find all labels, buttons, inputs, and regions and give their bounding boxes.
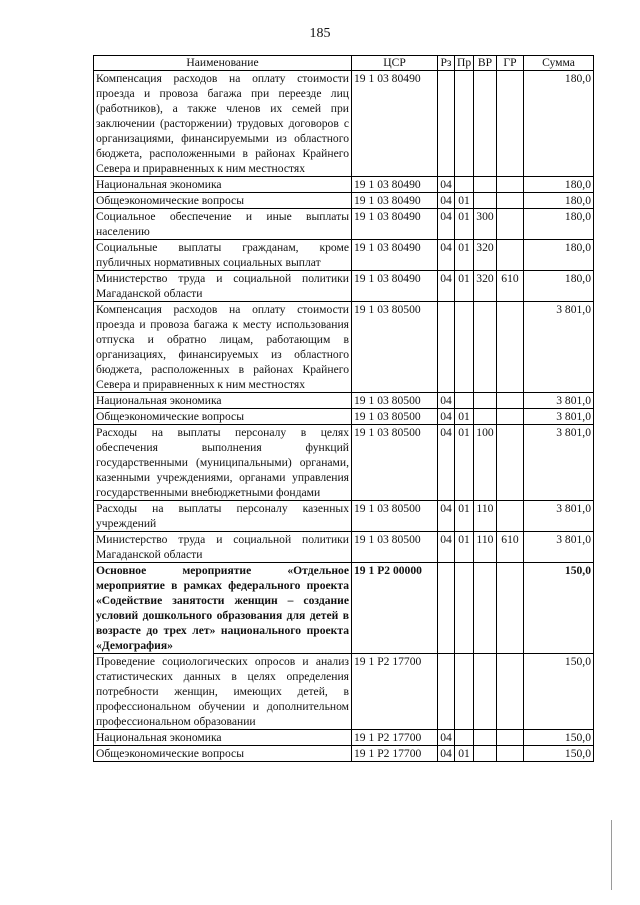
row-rz-cell: 04	[438, 393, 455, 409]
table-row	[94, 393, 594, 409]
row-csr-cell: 19 1 03 80500	[352, 409, 438, 425]
row-gr-cell	[497, 193, 524, 209]
row-sum-cell: 3 801,0	[524, 501, 594, 532]
header-sum: Сумма	[524, 56, 594, 71]
row-csr-cell: 19 1 P2 17700	[352, 654, 438, 730]
row-rz-cell: 04	[438, 730, 455, 746]
row-rz-cell: 04	[438, 425, 455, 501]
row-pr-cell	[455, 302, 474, 393]
row-gr-cell	[497, 71, 524, 177]
row-vr-cell	[474, 746, 497, 762]
row-pr-cell: 01	[455, 425, 474, 501]
row-vr-cell: 320	[474, 271, 497, 302]
row-gr-cell	[497, 409, 524, 425]
row-name-cell: Общеэкономические вопросы	[94, 193, 352, 209]
table-row	[94, 501, 594, 532]
row-csr-cell: 19 1 03 80500	[352, 302, 438, 393]
table-row	[94, 271, 594, 302]
row-gr-cell: 610	[497, 271, 524, 302]
row-gr-cell	[497, 563, 524, 654]
header-rz: Рз	[438, 56, 455, 71]
row-gr-cell	[497, 302, 524, 393]
row-sum-cell: 180,0	[524, 271, 594, 302]
row-csr-cell: 19 1 03 80490	[352, 209, 438, 240]
row-name-cell: Национальная экономика	[94, 730, 352, 746]
row-gr-cell	[497, 654, 524, 730]
row-sum-cell: 180,0	[524, 209, 594, 240]
row-vr-cell	[474, 302, 497, 393]
header-gr: ГР	[497, 56, 524, 71]
row-gr-cell: 610	[497, 532, 524, 563]
row-rz-cell: 04	[438, 501, 455, 532]
table-row	[94, 209, 594, 240]
budget-table	[93, 55, 594, 762]
row-rz-cell: 04	[438, 177, 455, 193]
table-row	[94, 240, 594, 271]
row-csr-cell: 19 1 P2 17700	[352, 730, 438, 746]
table-row	[94, 563, 594, 654]
row-pr-cell	[455, 177, 474, 193]
scan-edge-mark	[611, 820, 612, 890]
row-name-cell: Национальная экономика	[94, 177, 352, 193]
page-number: 185	[309, 26, 331, 41]
row-csr-cell: 19 1 03 80500	[352, 501, 438, 532]
row-gr-cell	[497, 177, 524, 193]
row-rz-cell: 04	[438, 746, 455, 762]
row-rz-cell	[438, 71, 455, 177]
row-name-cell: Социальные выплаты гражданам, кроме публичных нормативных социальных выплат	[94, 240, 352, 271]
row-rz-cell: 04	[438, 409, 455, 425]
row-vr-cell: 320	[474, 240, 497, 271]
row-pr-cell: 01	[455, 209, 474, 240]
table-row	[94, 425, 594, 501]
row-pr-cell: 01	[455, 240, 474, 271]
row-gr-cell	[497, 209, 524, 240]
table-row	[94, 730, 594, 746]
row-sum-cell: 3 801,0	[524, 409, 594, 425]
row-vr-cell: 100	[474, 425, 497, 501]
row-name-cell: Расходы на выплаты персоналу казенных учреждений	[94, 501, 352, 532]
row-vr-cell: 110	[474, 501, 497, 532]
row-gr-cell	[497, 746, 524, 762]
row-csr-cell: 19 1 03 80500	[352, 532, 438, 563]
row-name-cell: Министерство труда и социальной политики Магаданской области	[94, 271, 352, 302]
row-gr-cell	[497, 730, 524, 746]
table-row	[94, 409, 594, 425]
row-rz-cell: 04	[438, 209, 455, 240]
row-csr-cell: 19 1 03 80500	[352, 425, 438, 501]
row-gr-cell	[497, 501, 524, 532]
row-sum-cell: 180,0	[524, 71, 594, 177]
header-vr: ВР	[474, 56, 497, 71]
row-vr-cell	[474, 193, 497, 209]
row-pr-cell: 01	[455, 409, 474, 425]
row-rz-cell: 04	[438, 271, 455, 302]
table-row	[94, 193, 594, 209]
row-pr-cell	[455, 730, 474, 746]
row-pr-cell: 01	[455, 193, 474, 209]
table-row	[94, 71, 594, 177]
row-pr-cell	[455, 393, 474, 409]
row-gr-cell	[497, 240, 524, 271]
row-rz-cell: 04	[438, 532, 455, 563]
row-pr-cell: 01	[455, 501, 474, 532]
row-csr-cell: 19 1 P2 17700	[352, 746, 438, 762]
row-csr-cell: 19 1 03 80490	[352, 271, 438, 302]
row-vr-cell: 110	[474, 532, 497, 563]
row-csr-cell: 19 1 03 80490	[352, 240, 438, 271]
row-vr-cell	[474, 177, 497, 193]
row-pr-cell: 01	[455, 532, 474, 563]
row-gr-cell	[497, 393, 524, 409]
row-sum-cell: 150,0	[524, 654, 594, 730]
row-sum-cell: 150,0	[524, 730, 594, 746]
row-pr-cell	[455, 71, 474, 177]
header-name: Наименование	[94, 56, 352, 71]
row-pr-cell	[455, 563, 474, 654]
row-rz-cell	[438, 654, 455, 730]
row-pr-cell: 01	[455, 271, 474, 302]
row-rz-cell: 04	[438, 240, 455, 271]
row-vr-cell	[474, 654, 497, 730]
row-name-cell: Общеэкономические вопросы	[94, 409, 352, 425]
row-name-cell: Национальная экономика	[94, 393, 352, 409]
row-sum-cell: 180,0	[524, 240, 594, 271]
table-row	[94, 302, 594, 393]
row-sum-cell: 3 801,0	[524, 532, 594, 563]
row-name-cell: Социальное обеспечение и иные выплаты населению	[94, 209, 352, 240]
table-row	[94, 746, 594, 762]
row-name-cell: Компенсация расходов на оплату стоимости проезда и провоза багажа при переезде лиц (работников), а также членов их семей при заключении (расторжении) трудовых договоров с организациями, финансируемыми из областного бюджета, расположенными в районах Крайнего Севера и приравненных к ним местностях	[94, 71, 352, 177]
row-csr-cell: 19 1 03 80500	[352, 393, 438, 409]
row-sum-cell: 3 801,0	[524, 393, 594, 409]
row-sum-cell: 3 801,0	[524, 425, 594, 501]
row-name-cell: Проведение социологических опросов и анализ статистических данных в целях определения потребности женщин, имеющих детей, в профессиональном обучении и дополнительном профессиональном образовании	[94, 654, 352, 730]
row-csr-cell: 19 1 03 80490	[352, 177, 438, 193]
row-pr-cell: 01	[455, 746, 474, 762]
row-csr-cell: 19 1 03 80490	[352, 193, 438, 209]
row-sum-cell: 3 801,0	[524, 302, 594, 393]
row-name-cell: Компенсация расходов на оплату стоимости проезда и провоза багажа к месту использования отпуска и обратно лицам, работающим в организациях, финансируемых из областного бюджета, расположенных в районах Крайнего Севера и приравненных к ним местностях	[94, 302, 352, 393]
row-gr-cell	[497, 425, 524, 501]
row-rz-cell	[438, 563, 455, 654]
row-sum-cell: 150,0	[524, 563, 594, 654]
row-name-cell: Общеэкономические вопросы	[94, 746, 352, 762]
row-name-cell: Основное мероприятие «Отдельное мероприятие в рамках федерального проекта «Содействие занятости женщин – создание условий дошкольного образования для детей в возрасте до трех лет» национального проекта «Демография»	[94, 563, 352, 654]
row-pr-cell	[455, 654, 474, 730]
row-csr-cell: 19 1 03 80490	[352, 71, 438, 177]
row-vr-cell: 300	[474, 209, 497, 240]
row-vr-cell	[474, 393, 497, 409]
table-row	[94, 654, 594, 730]
row-rz-cell: 04	[438, 193, 455, 209]
table-row	[94, 177, 594, 193]
row-vr-cell	[474, 409, 497, 425]
header-pr: Пр	[455, 56, 474, 71]
header-csr: ЦСР	[352, 56, 438, 71]
row-csr-cell: 19 1 P2 00000	[352, 563, 438, 654]
row-vr-cell	[474, 563, 497, 654]
table-row	[94, 532, 594, 563]
row-sum-cell: 180,0	[524, 177, 594, 193]
row-vr-cell	[474, 730, 497, 746]
table-header-row	[94, 56, 594, 71]
row-vr-cell	[474, 71, 497, 177]
row-sum-cell: 150,0	[524, 746, 594, 762]
row-rz-cell	[438, 302, 455, 393]
row-sum-cell: 180,0	[524, 193, 594, 209]
row-name-cell: Расходы на выплаты персоналу в целях обеспечения выполнения функций государственными (муниципальными) органами, казенными учреждениями, органами управления государственными внебюджетными фондами	[94, 425, 352, 501]
row-name-cell: Министерство труда и социальной политики Магаданской области	[94, 532, 352, 563]
